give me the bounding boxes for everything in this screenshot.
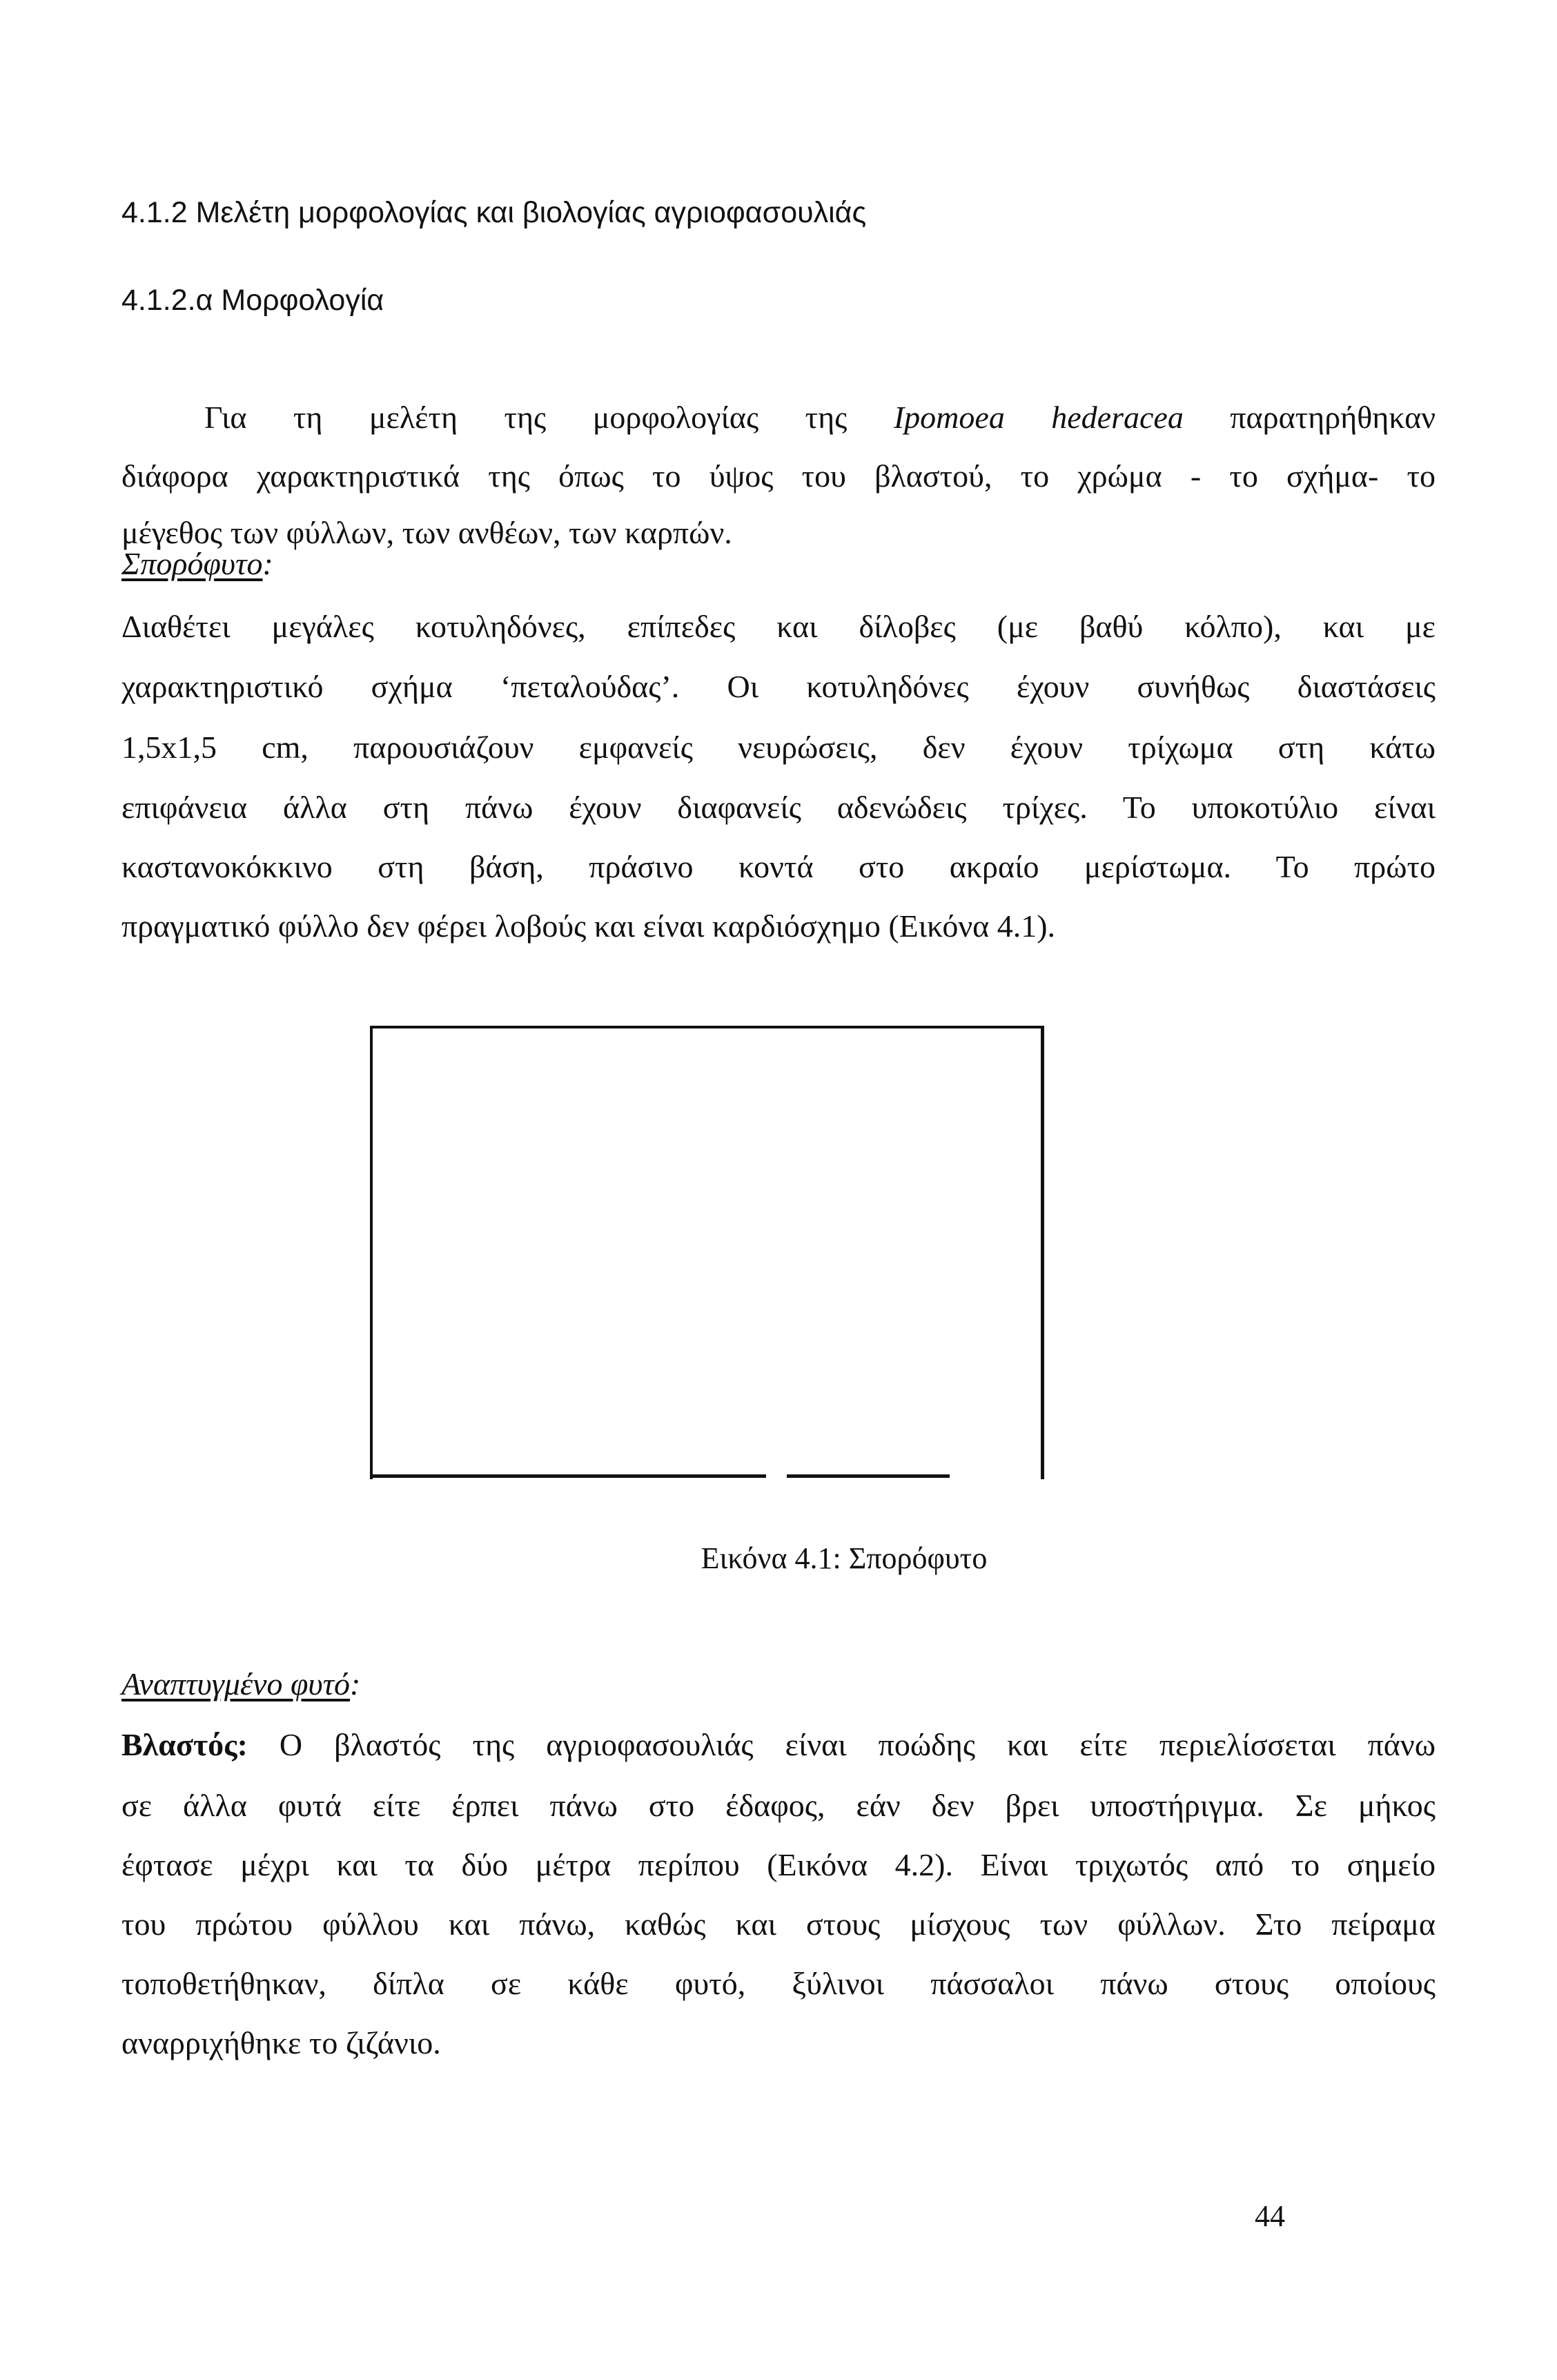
section-heading: 4.1.2 Μελέτη μορφολογίας και βιολογίας αγριοφασουλιάς bbox=[121, 196, 867, 229]
stem-line: του πρώτου φύλλου και πάνω, καθώς και στους μίσχους των φύλλων. Στο πείραμα bbox=[121, 1906, 1436, 1942]
seedling-line: πραγματικό φύλλο δεν φέρει λοβούς και είναι καρδιόσχημο (Εικόνα 4.1). bbox=[121, 908, 1056, 944]
stem-label: Βλαστός: bbox=[121, 1727, 248, 1762]
stem-line: αναρριχήθηκε το ζιζάνιο. bbox=[121, 2025, 441, 2060]
intro-line-3: μέγεθος των φύλλων, των ανθέων, των καρπών. bbox=[121, 515, 732, 550]
seedling-line: Διαθέτει μεγάλες κοτυληδόνες, επίπεδες και δίλοβες (με βαθύ κόλπο), και με bbox=[121, 609, 1436, 644]
seedling-heading-wrap bbox=[121, 543, 273, 585]
figure-frame-bottom bbox=[787, 1474, 950, 1478]
stem-line: τοποθετήθηκαν, δίπλα σε κάθε φυτό, ξύλινοι πάσσαλοι πάνω στους οποίους bbox=[121, 1966, 1436, 2001]
page-number: 44 bbox=[1255, 2199, 1285, 2233]
intro-text: Για τη μελέτη της μορφολογίας της bbox=[204, 400, 894, 435]
figure-frame-bottom bbox=[370, 1474, 766, 1478]
intro-line-2: διάφορα χαρακτηριστικά της όπως το ύψος του βλαστού, το χρώμα - το σχήμα- το bbox=[121, 458, 1436, 494]
seedling-heading: Σπορόφυτο bbox=[121, 546, 263, 581]
stem-line: έφτασε μέχρι και τα δύο μέτρα περίπου (Εικόνα 4.2). Είναι τριχωτός από το σημείο bbox=[121, 1847, 1436, 1882]
intro-line-1 bbox=[121, 397, 1436, 438]
seedling-line: επιφάνεια άλλα στη πάνω έχουν διαφανείς αδενώδεις τρίχες. Το υποκοτύλιο είναι bbox=[121, 790, 1436, 825]
developed-heading-wrap bbox=[121, 1664, 360, 1705]
stem-line-1 bbox=[121, 1724, 1436, 1766]
stem-text: Ο βλαστός της αγριοφασουλιάς είναι ποώδης και είτε περιελίσσεται πάνω bbox=[247, 1727, 1436, 1762]
figure-caption: Εικόνα 4.1: Σπορόφυτο bbox=[701, 1541, 988, 1575]
intro-text: παρατηρήθηκαν bbox=[1183, 400, 1436, 435]
developed-plant-heading: Αναπτυγμένο φυτό bbox=[121, 1666, 351, 1701]
seedling-line: 1,5x1,5 cm, παρουσιάζουν εμφανείς νευρώσεις, δεν έχουν τρίχωμα στη κάτω bbox=[121, 730, 1436, 765]
species-name: Ipomoea hederacea bbox=[893, 400, 1184, 435]
heading-colon: : bbox=[350, 1666, 361, 1701]
figure-image-frame bbox=[370, 1026, 1044, 1479]
heading-colon: : bbox=[262, 546, 273, 581]
seedling-line: καστανοκόκκινο στη βάση, πράσινο κοντά στο ακραίο μερίστωμα. Το πρώτο bbox=[121, 849, 1436, 884]
stem-line: σε άλλα φυτά είτε έρπει πάνω στο έδαφος, εάν δεν βρει υποστήριγμα. Σε μήκος bbox=[121, 1788, 1436, 1823]
subsection-heading: 4.1.2.α Μορφολογία bbox=[121, 284, 384, 317]
seedling-line: χαρακτηριστικό σχήμα ‘πεταλούδας’. Οι κοτυληδόνες έχουν συνήθως διαστάσεις bbox=[121, 669, 1436, 704]
